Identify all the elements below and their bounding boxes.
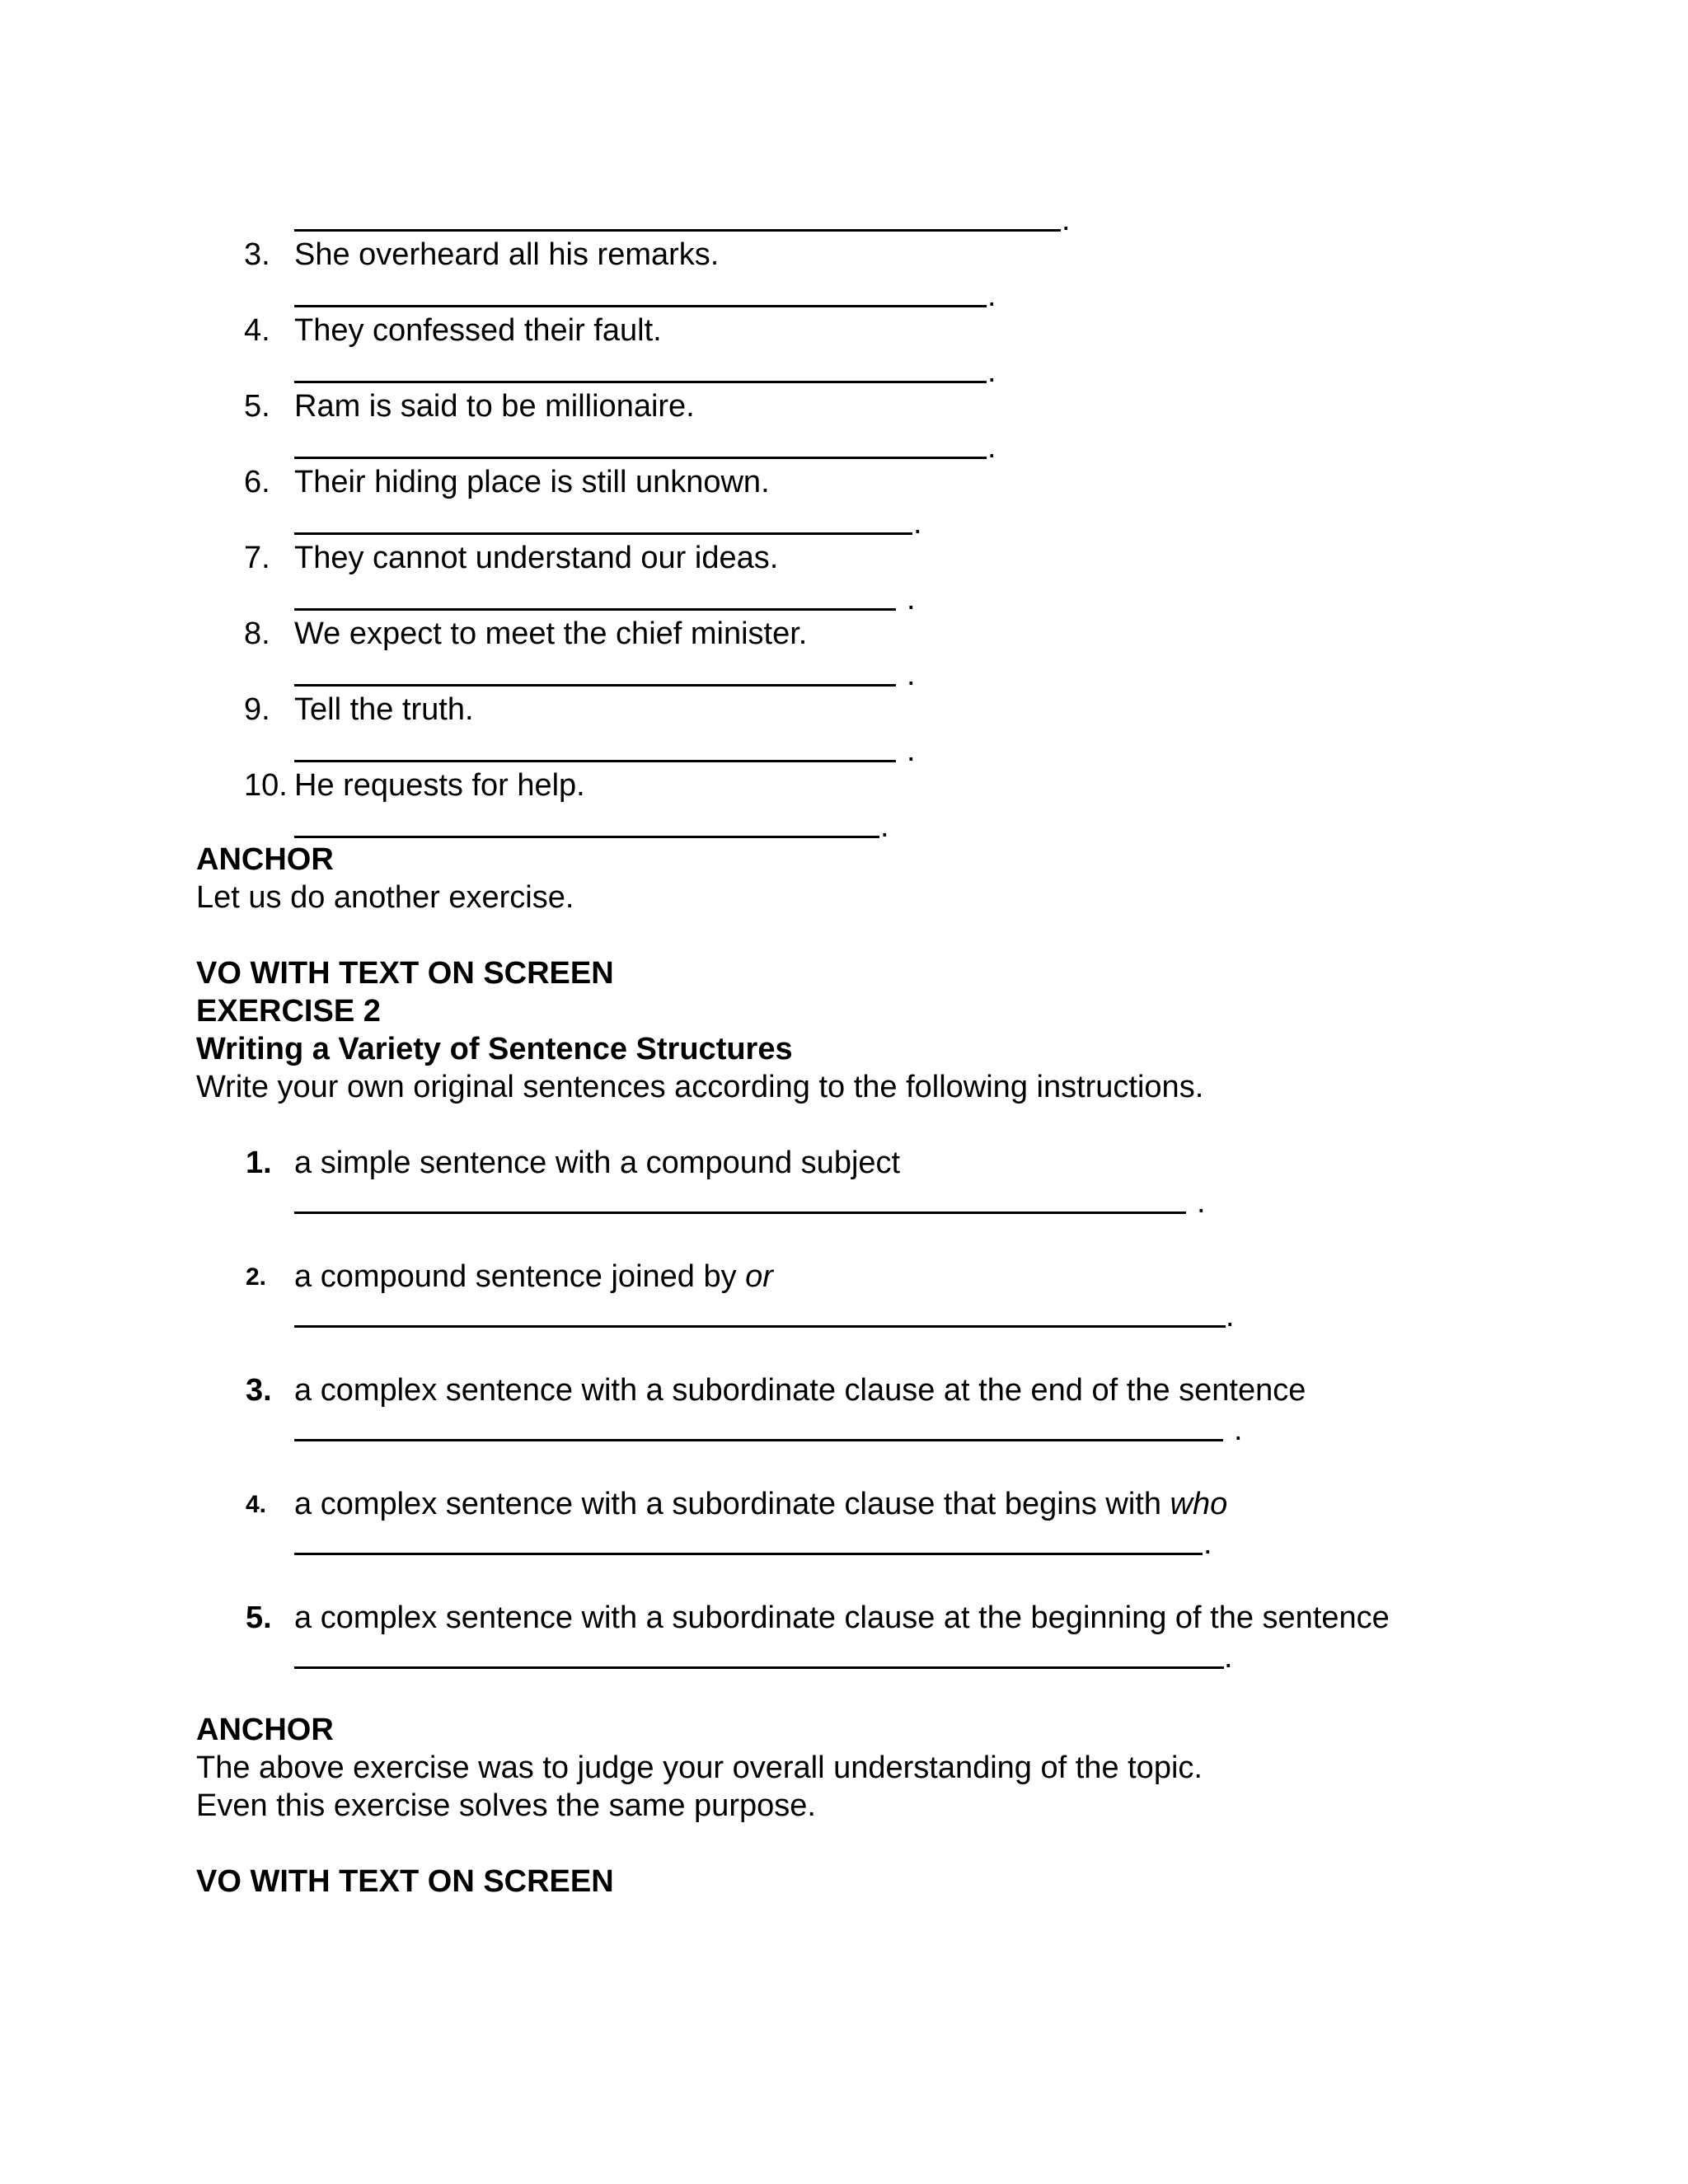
item-number: 3. (244, 237, 270, 272)
item-text: They confessed their fault. (294, 313, 662, 348)
answer-line (294, 457, 987, 459)
answer-line (294, 229, 1061, 232)
item-number: 3. (246, 1373, 272, 1408)
answer-line (294, 684, 896, 687)
period: . (880, 809, 889, 844)
answer-line (294, 1553, 1203, 1555)
item-text: Ram is said to be millionaire. (294, 389, 695, 424)
exercise-instructions: Write your own original sentences according to the following instructions. (196, 1070, 1204, 1104)
item-text: Tell the truth. (294, 692, 474, 727)
item-number: 1. (246, 1146, 272, 1180)
answer-line (294, 760, 896, 762)
period: . (907, 658, 916, 692)
anchor-heading: ANCHOR (196, 1713, 334, 1747)
answer-line (294, 381, 987, 383)
period: . (1234, 1413, 1243, 1447)
item-number: 2. (246, 1263, 267, 1291)
item-text: a complex sentence with a subordinate clause at the end of the sentence (294, 1373, 1306, 1408)
item-number: 10. (244, 768, 288, 803)
item-text: Their hiding place is still unknown. (294, 465, 770, 499)
period: . (987, 430, 996, 465)
item-text: We expect to meet the chief minister. (294, 616, 808, 651)
item-number: 4. (244, 313, 270, 348)
period: . (1197, 1185, 1206, 1220)
answer-line (294, 1325, 1226, 1328)
answer-line (294, 1212, 1186, 1214)
item-number: 4. (246, 1491, 267, 1518)
item-text: They cannot understand our ideas. (294, 541, 779, 575)
item-text: She overheard all his remarks. (294, 237, 720, 272)
item-text: a compound sentence joined by or (294, 1259, 773, 1294)
exercise-title: EXERCISE 2 (196, 994, 381, 1029)
period: . (1203, 1526, 1212, 1561)
period: . (907, 582, 916, 616)
item-number: 7. (244, 541, 270, 575)
item-number: 9. (244, 692, 270, 727)
answer-line (294, 608, 896, 611)
answer-line (294, 1666, 1224, 1669)
item-text: He requests for help. (294, 768, 585, 803)
anchor-text-line1: The above exercise was to judge your overall understanding of the topic. (196, 1750, 1203, 1785)
period: . (1062, 203, 1071, 237)
item-number: 6. (244, 465, 270, 499)
item-text: a simple sentence with a compound subject (294, 1146, 901, 1180)
item-number: 5. (244, 389, 270, 424)
item-number: 8. (244, 616, 270, 651)
answer-line (294, 836, 879, 838)
answer-line (294, 1439, 1223, 1441)
exercise-subtitle: Writing a Variety of Sentence Structures (196, 1032, 793, 1066)
vo-heading: VO WITH TEXT ON SCREEN (196, 956, 614, 991)
vo-heading: VO WITH TEXT ON SCREEN (196, 1864, 614, 1899)
item-text: a complex sentence with a subordinate clause that begins with who (294, 1487, 1228, 1521)
period: . (913, 506, 922, 541)
anchor-heading: ANCHOR (196, 842, 334, 877)
item-text: a complex sentence with a subordinate clause at the beginning of the sentence (294, 1601, 1390, 1635)
period: . (1224, 1640, 1233, 1675)
answer-line (294, 532, 912, 535)
period: . (987, 279, 996, 313)
anchor-text: Let us do another exercise. (196, 880, 574, 915)
period: . (1226, 1299, 1235, 1333)
period: . (987, 354, 996, 389)
answer-line (294, 305, 987, 307)
period: . (907, 733, 916, 768)
anchor-text-line2: Even this exercise solves the same purpose. (196, 1788, 816, 1823)
item-number: 5. (246, 1601, 272, 1635)
